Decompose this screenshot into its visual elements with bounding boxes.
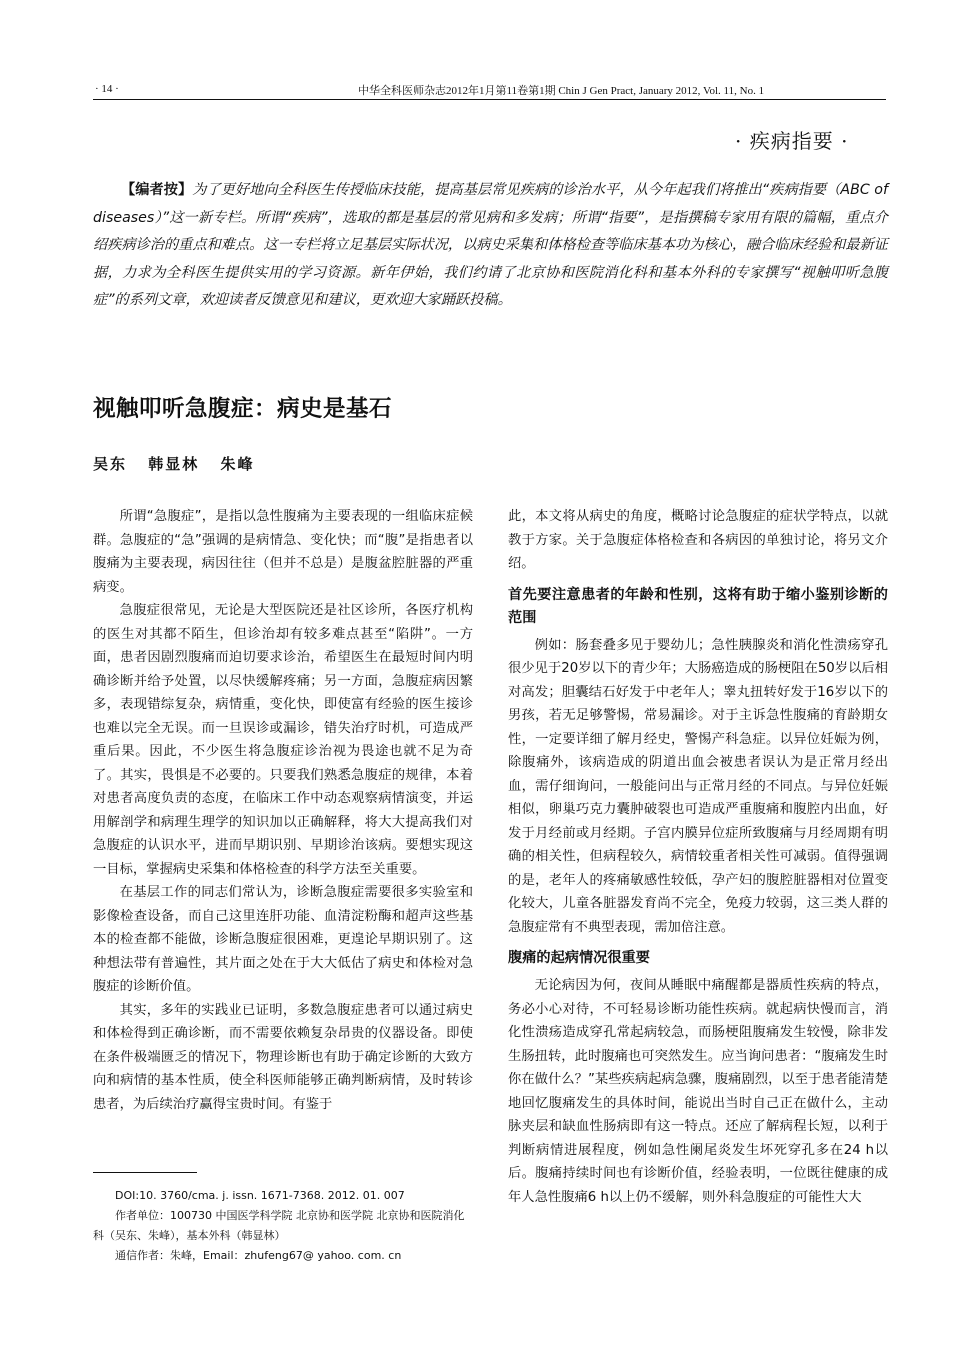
body-paragraph: 此，本文将从病史的角度，概略讨论急腹症的症状学特点，以就教于方家。关于急腹症体格检查和各病因的单独讨论，将另文介绍。 [508,509,888,571]
body-paragraph: 急腹症很常见，无论是大型医院还是社区诊所，各医疗机构的医生对其都不陌生，但诊治却有较多难点甚至“陷阱”。一方面，患者因剧烈腹痛而迫切要求诊治，希望医生在最短时间内明确诊断并给予处置，以尽快缓解疼痛；另一方面，急腹症病因繁多，表现错综复杂，病情重，变化快，即使富有经验的医生接诊也难以完全无误。而一旦误诊或漏诊，错失治疗时机，可造成严重后果。因此，不少医生将急腹症诊治视为畏途也就不足为奇了。其实，畏惧是不必要的。只要我们熟悉急腹症的规律，本着对患者高度负责的态度，在临床工作中动态观察病情演变，并运用解剖学和病理生理学的知识加以正确解释，将大大提高我们对急腹症的认识水平，进而早期识别、早期诊治该病。要想实现这一目标，掌握病史采集和体格检查的科学方法至关重要。 [93,603,473,877]
article-authors: 吴东 韩显林 朱峰 [93,455,255,473]
article-title: 视触叩听急腹症：病史是基石 [93,396,393,422]
doi: DOI:10. 3760/cma. j. issn. 1671-7368. 2012. 01. 007 [115,1189,405,1202]
author-affiliation: 作者单位：100730 中国医学科学院 北京协和医学院 北京协和医院消化科（吴东、朱峰），基本外科（韩显林） [93,1209,465,1242]
section-heading: 首先要注意患者的年龄和性别，这将有助于缩小鉴别诊断的范围 [508,586,888,626]
body-paragraph: 无论病因为何，夜间从睡眠中痛醒都是器质性疾病的特点，务必小心对待，不可轻易诊断功能性疾病。就起病快慢而言，消化性溃疡造成穿孔常起病较急，而肠梗阻腹痛发生较慢，除非发生肠扭转，此时腹痛也可突然发生。应当询问患者：“腹痛发生时你在做什么？”某些疾病起病急骤，腹痛剧烈，以至于患者能清楚地回忆腹痛发生的具体时间，能说出当时自己正在做什么，主动脉夹层和缺血性肠病即有这一特点。还应了解病程长短，以利于判断病情进展程度，例如急性阑尾炎发生坏死穿孔多在24 h以后。腹痛持续时间也有诊断价值，经验表明，一位既往健康的成年人急性腹痛6 h以上仍不缓解，则外科急腹症的可能性大大 [508,978,888,1205]
right-column [508,505,888,1209]
column-heading: · 疾病指要 · [735,129,849,153]
body-paragraph: 其实，多年的实践业已证明，多数急腹症患者可以通过病史和体检得到正确诊断，而不需要依赖复杂昂贵的仪器设备。即使在条件极端匮乏的情况下，物理诊断也有助于确定诊断的大致方向和病情的基本性质，使全科医师能够正确判断病情，及时转诊患者，为后续治疗赢得宝贵时间。有鉴于 [93,1002,473,1112]
body-paragraph: 所谓“急腹症”，是指以急性腹痛为主要表现的一组临床症候群。急腹症的“急”强调的是病情急、变化快；而“腹”是指患者以腹痛为主要表现，病因往往（但并不总是）是腹盆腔脏器的严重病变。 [93,509,473,595]
editor-note-text: 为了更好地向全科医生传授临床技能，提高基层常见疾病的诊治水平，从今年起我们将推出“疾病指要（ABC of diseases）”这一新专栏。所谓“疾病”，选取的都是基层的常见病和多发病；所谓“指要”，是指撰稿专家用有限的篇幅，重点介绍疾病诊治的重点和难点。这一专栏将立足基层实际状况，以病史采集和体格检查等临床基本功为核心，融合临床经验和最新证据，力求为全科医生提供实用的学习资源。新年伊始，我们约请了北京协和医院消化科和基本外科的专家撰写“视触叩听急腹症”的系列文章，欢迎读者反馈意见和建议，更欢迎大家踊跃投稿。 [93,182,888,309]
footnotes [93,1186,475,1266]
header-rule [93,99,886,100]
editor-note-label: 【编者按】 [121,182,193,198]
body-paragraph: 在基层工作的同志们常认为，诊断急腹症需要很多实验室和影像检查设备，而自己这里连肝功能、血清淀粉酶和超声这些基本的检查都不能做，诊断急腹症很困难，更遑论早期识别了。这种想法带有普遍性，其片面之处在于大大低估了病史和体检对急腹症的诊断价值。 [93,885,473,994]
corresponding-author: 通信作者：朱峰，Email：zhufeng67@ yahoo. com. cn [115,1249,402,1262]
page-number: · 14 · [95,83,119,95]
running-head: 中华全科医师杂志2012年1月第11卷第1期 Chin J Gen Pract, January 2012, Vol. 11, No. 1 [358,85,765,97]
footnote-rule [93,1172,197,1173]
section-heading: 腹痛的起病情况很重要 [508,950,650,966]
editor-note [93,177,888,315]
left-column [93,505,473,1116]
body-paragraph: 例如：肠套叠多见于婴幼儿；急性胰腺炎和消化性溃疡穿孔很少见于20岁以下的青少年；大肠癌造成的肠梗阻在50岁以后相对高发；胆囊结石好发于中老年人；睾丸扭转好发于16岁以下的男孩，若无足够警惕，常易漏诊。对于主诉急性腹痛的育龄期女性，一定要详细了解月经史，警惕产科急症。以异位妊娠为例，除腹痛外，该病造成的阴道出血会被患者误认为是正常月经出血，需仔细询问，一般能问出与正常月经的不同点。与异位妊娠相似，卵巢巧克力囊肿破裂也可造成严重腹痛和腹腔内出血，好发于月经前或月经期。子宫内膜异位症所致腹痛与月经周期有明确的相关性，但病程较久，病情较重者相关性可减弱。值得强调的是，老年人的疼痛敏感性较低，孕产妇的腹腔脏器相对位置变化较大，儿童各脏器发育尚不完全，免疫力较弱，这三类人群的急腹症常有不典型表现，需加倍注意。 [508,637,888,935]
